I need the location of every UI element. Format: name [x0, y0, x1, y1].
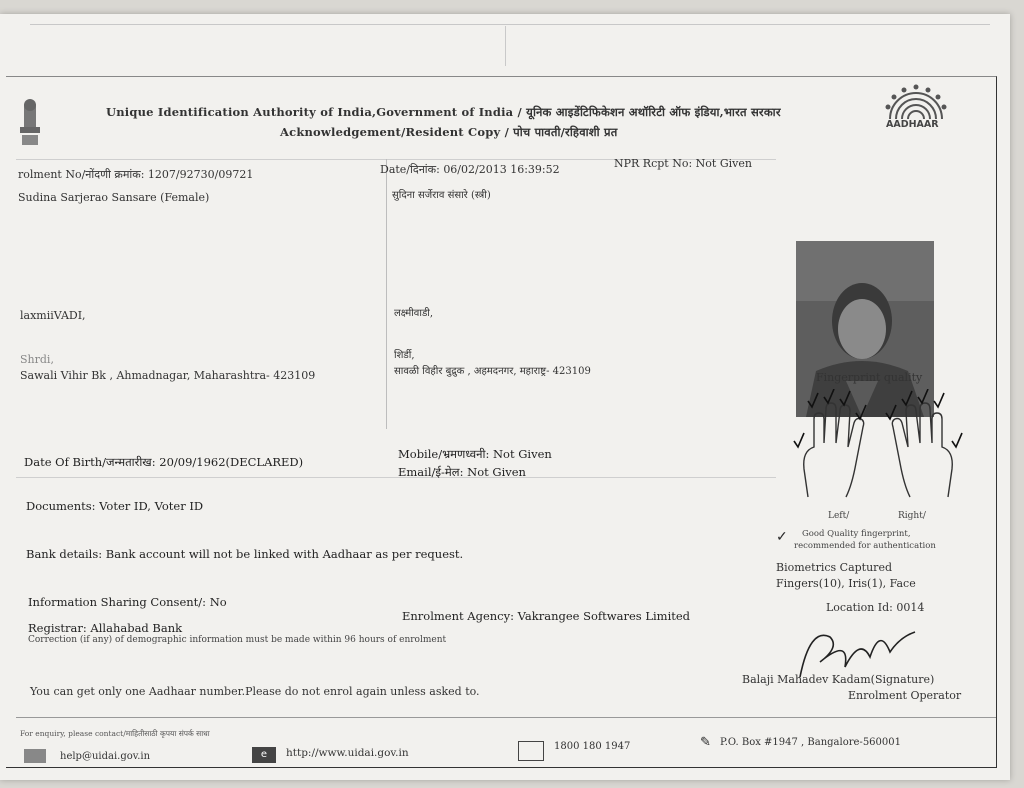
- enrolment-number-value: 1207/92730/09721: [147, 168, 254, 181]
- date-of-birth: [24, 455, 303, 470]
- correction-note: Correction (if any) of demographic information must be made within 96 hours of enrolment: [28, 635, 447, 645]
- fingerprint-right-label: Right/: [898, 511, 926, 521]
- address-line3-hi: सावळी विहीर बुद्रुक , अहमदनगर, महाराष्ट्र- 423109: [394, 366, 591, 377]
- information-sharing-consent: [28, 595, 227, 609]
- date-of-birth-label: Date Of Birth/जन्मतारीख:: [24, 455, 156, 469]
- enrolment-number: [18, 167, 253, 182]
- npr-receipt: [614, 157, 752, 170]
- enrolment-agency-label: Enrolment Agency:: [402, 609, 514, 623]
- documents-value: Voter ID, Voter ID: [99, 499, 204, 513]
- consent-value: No: [209, 595, 227, 609]
- email: [398, 465, 526, 480]
- fingerprint-left-label: Left/: [828, 511, 850, 521]
- fold-crease: [30, 24, 990, 25]
- column-divider: [386, 159, 387, 429]
- bank-details: [26, 547, 463, 561]
- operator-role: Enrolment Operator: [848, 689, 962, 702]
- email-value: Not Given: [467, 465, 526, 479]
- footer-email[interactable]: help@uidai.gov.in: [60, 751, 151, 762]
- footer-website[interactable]: http://www.uidai.gov.in: [286, 747, 409, 759]
- address-line1-en: laxmiiVADI,: [20, 309, 86, 322]
- biometrics-value: Fingers(10), Iris(1), Face: [776, 577, 916, 590]
- mobile: [398, 447, 552, 462]
- address-line2-en: Shrdi,: [20, 353, 54, 366]
- header-title: Unique Identification Authority of India,Government of India / यूनिक आइडेंटिफिकेशन अथॉरिटी ऑफ इंडिया,भारत सरकार: [106, 105, 781, 119]
- registrar-label: Registrar:: [28, 621, 87, 635]
- resident-name-en: Sudina Sarjerao Sansare (Female): [18, 191, 210, 204]
- email-label: Email/ई-मेल:: [398, 465, 464, 479]
- date-of-birth-value: 20/09/1962(DECLARED): [159, 455, 304, 469]
- fold-crease-vertical: [505, 26, 506, 66]
- email-icon: [24, 749, 46, 763]
- address-line1-hi: लक्ष्मीवाडी,: [394, 308, 434, 319]
- resident-name-hi: सुदिना सर्जेराव संसारे (स्त्री): [392, 190, 491, 201]
- one-aadhaar-note: You can get only one Aadhaar number.Please do not enrol again unless asked to.: [30, 685, 480, 698]
- location-id-label: Location Id:: [826, 601, 893, 614]
- registrar: [28, 621, 182, 635]
- enrolment-agency: [402, 609, 690, 623]
- footer-pobox: P.O. Box #1947 , Bangalore-560001: [720, 737, 901, 748]
- mobile-label: Mobile/भ्रमणध्वनी:: [398, 447, 490, 461]
- location-id-value: 0014: [896, 601, 925, 614]
- enrolment-date-value: 06/02/2013 16:39:52: [443, 163, 560, 176]
- footer-enquiry: For enquiry, please contact/माहितीसाठी कृपया संपर्क साधा: [20, 729, 210, 738]
- pen-icon: ✎: [700, 735, 711, 750]
- section-divider: [16, 477, 776, 478]
- document-paper: [0, 14, 1010, 780]
- enrolment-agency-value: Vakrangee Softwares Limited: [517, 609, 691, 623]
- biometrics-title: Biometrics Captured: [776, 561, 892, 574]
- consent-label: Information Sharing Consent/:: [28, 595, 207, 609]
- header-subtitle: Acknowledgement/Resident Copy / पोच पावती/रहिवाशी प्रत: [280, 125, 618, 139]
- enrolment-date-label: Date/दिनांक:: [380, 163, 440, 176]
- acknowledgement-card: [6, 76, 997, 768]
- aadhaar-logo-text: AADHAAR: [886, 119, 939, 130]
- national-emblem-icon: [16, 99, 44, 149]
- enrolment-date: [380, 162, 560, 177]
- documents: [26, 499, 203, 513]
- web-icon: e: [252, 747, 276, 763]
- fingerprint-legend-line1: Good Quality fingerprint,: [802, 529, 911, 539]
- footer-phone: 1800 180 1947: [554, 741, 631, 752]
- footer-divider: [16, 717, 996, 718]
- fingerprint-hands-icon: [786, 389, 970, 507]
- address-line3-en: Sawali Vihir Bk , Ahmadnagar, Maharashtra- 423109: [20, 369, 316, 382]
- documents-label: Documents:: [26, 499, 96, 513]
- bank-details-label: Bank details:: [26, 547, 103, 561]
- fingerprint-legend-line2: recommended for authentication: [794, 541, 936, 551]
- location-id: [826, 601, 924, 614]
- npr-receipt-value: Not Given: [695, 157, 752, 170]
- registrar-value: Allahabad Bank: [90, 621, 183, 635]
- bank-details-value: Bank account will not be linked with Aadhaar as per request.: [105, 547, 464, 561]
- operator-signature-line: Balaji Mahadev Kadam(Signature): [742, 673, 935, 686]
- phone-icon: [518, 741, 544, 761]
- good-quality-check-icon: ✓: [776, 529, 788, 545]
- enrolment-number-label: rolment No/नोंदणी क्रमांक:: [18, 168, 145, 181]
- mobile-value: Not Given: [492, 447, 552, 461]
- npr-receipt-label: NPR Rcpt No:: [614, 157, 693, 170]
- address-line2-hi: शिर्डी,: [394, 350, 415, 361]
- fingerprint-quality-title: Fingerprint quality: [816, 371, 923, 384]
